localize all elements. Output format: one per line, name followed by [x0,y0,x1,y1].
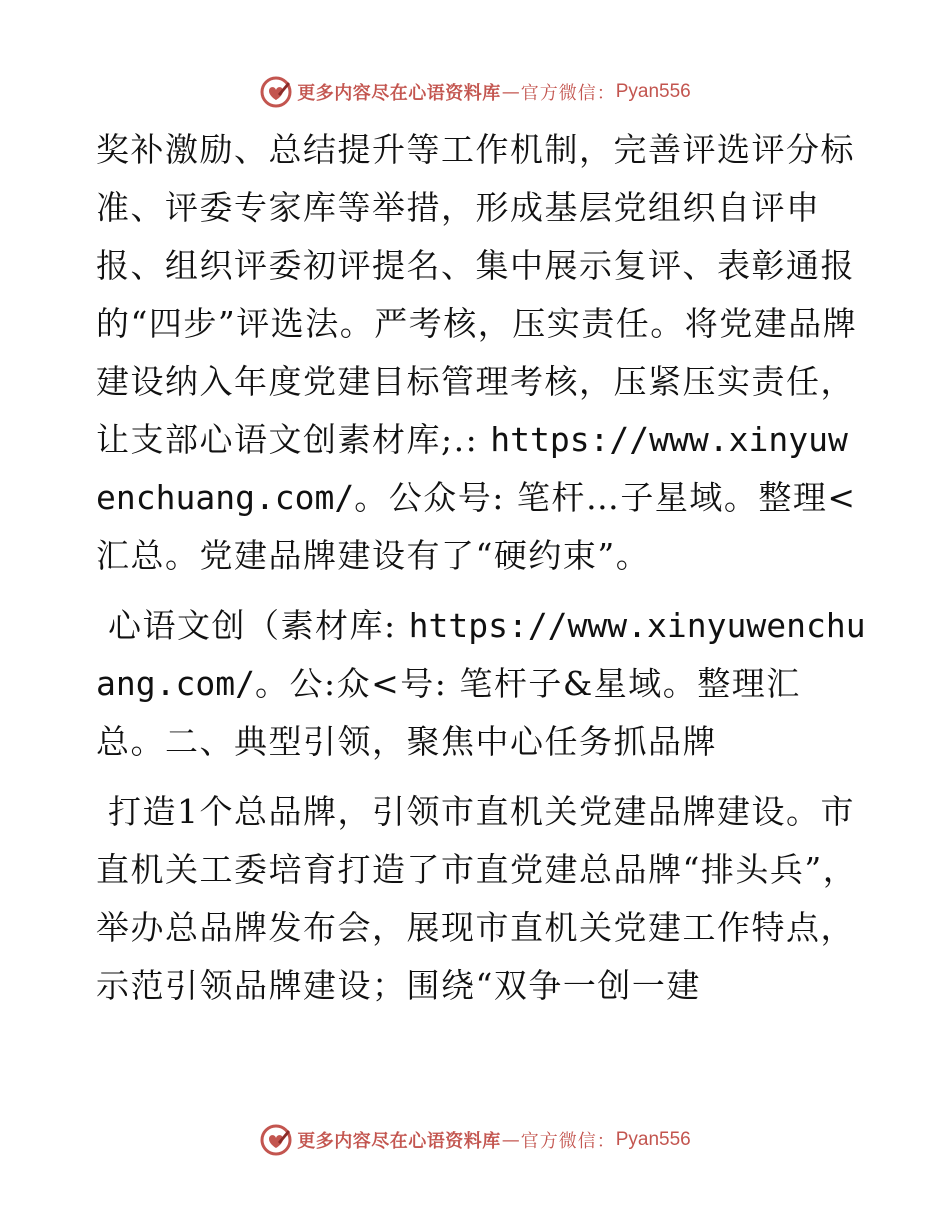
paragraph [96,597,866,771]
paragraph-text: 打造1个总品牌，引领市直机关党建品牌建设。市直机关工委培育打造了市直党建总品牌“排头兵”，举办总品牌发布会，展现市直机关党建工作特点，示范引领品牌建设；围绕“双争一创一建 [96,792,858,1005]
paragraph-url: https://www.xinyuwenchuang.com/ [96,606,866,703]
document-body [96,121,866,1015]
paragraph-url: https://www.xinyuwenchuang.com/ [96,420,848,517]
heart-pen-logo-icon [259,1123,293,1157]
banner-official-label: 官方微信： [520,1131,616,1152]
banner-account: Pyan556 [615,1129,691,1150]
paragraph [96,783,866,1015]
paragraph-text: 心语文创（素材库: [96,606,409,645]
banner-account: Pyan556 [615,81,691,102]
banner-text: 更多内容尽在心语资料库 [297,83,501,104]
banner-text: 更多内容尽在心语资料库 [297,1131,501,1152]
paragraph-text-tail: 。公:众<号: 笔杆子&星域。整理汇总。二、典型引领，聚焦中心任务抓品牌 [96,664,801,761]
paragraph-text-tail: 。公众号: 笔杆…子星域。整理<汇总。党建品牌建设有了“硬约束”。 [96,478,857,575]
paragraph-text: 奖补激励、总结提升等工作机制，完善评选评分标准、评委专家库等举措，形成基层党组织自评申报、组织评委初评提名、集中展示复评、表彰通报的“四步”评选法。严考核，压实责任。将党建品牌建设纳入年度党建目标管理考核，压紧压实责任，让支部心语文创素材库;.: [96,130,858,459]
paragraph [96,121,866,585]
banner-dash: — [501,1129,520,1151]
footer-banner [0,1120,950,1160]
heart-pen-logo-icon [259,75,293,109]
banner-official-label: 官方微信： [520,83,616,104]
banner-dash: — [501,81,520,103]
header-banner [0,72,950,112]
